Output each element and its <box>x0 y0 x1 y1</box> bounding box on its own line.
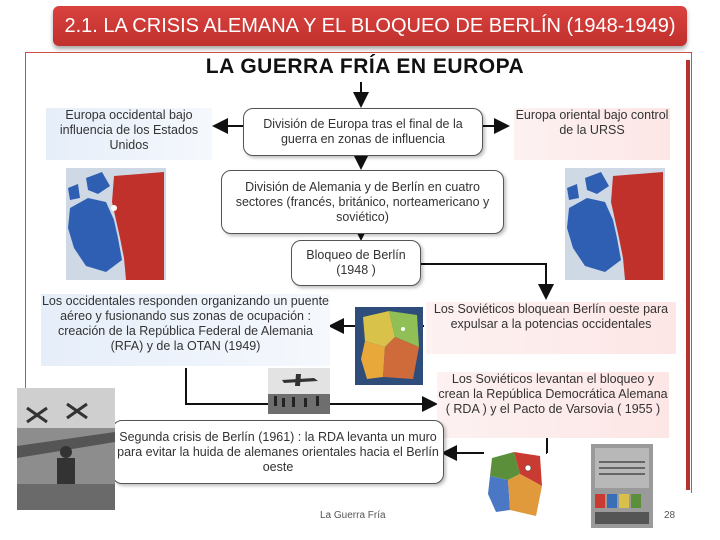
node-east: Europa oriental bajo control de la URSS <box>514 108 670 160</box>
slide-title: 2.1. LA CRISIS ALEMANA Y EL BLOQUEO DE BERLÍN (1948-1949) <box>53 6 687 46</box>
page-number: 28 <box>664 510 676 521</box>
node-division-alemania: División de Alemania y de Berlín en cuatro sectores (francés, británico, norteamericano y soviético) <box>221 170 504 234</box>
map-germany-zones <box>355 307 423 385</box>
map-east-europe <box>565 168 665 280</box>
node-division-europa: División de Europa tras el final de la guerra en zonas de influencia <box>243 108 483 156</box>
node-sovieticos-levantan: Los Soviéticos levantan el bloqueo y crean la República Democrática Alemana ( RDA ) y el Pacto de Varsovia ( 1955 ) <box>437 372 669 438</box>
node-segunda-crisis: Segunda crisis de Berlín (1961) : la RDA levanta un muro para evitar la huida de alemanes orientales hacia el Berlín oeste <box>112 420 444 484</box>
node-occidentales: Los occidentales responden organizando un puente aéreo y fusionando sus zonas de ocupación : creación de la República Federal de Alemania (RFA) y de la OTAN (1949) <box>41 294 330 366</box>
berlin-wall-photo <box>17 388 115 510</box>
node-west: Europa occidental bajo influencia de los Estados Unidos <box>46 108 212 160</box>
warsaw-pact-poster <box>591 444 653 528</box>
node-sovieticos-bloquean: Los Soviéticos bloquean Berlín oeste para expulsar a la potencias occidentales <box>426 302 676 354</box>
diagram-heading: LA GUERRA FRÍA EN EUROPA <box>205 55 525 78</box>
map-west-europe <box>66 168 166 280</box>
germany-divided-map <box>484 446 546 522</box>
arrow-bloqueo-to-sovieticos <box>418 264 546 296</box>
node-bloqueo: Bloqueo de Berlín (1948 ) <box>291 240 421 286</box>
footer-center: La Guerra Fría <box>320 510 386 521</box>
airlift-photo <box>268 368 330 414</box>
